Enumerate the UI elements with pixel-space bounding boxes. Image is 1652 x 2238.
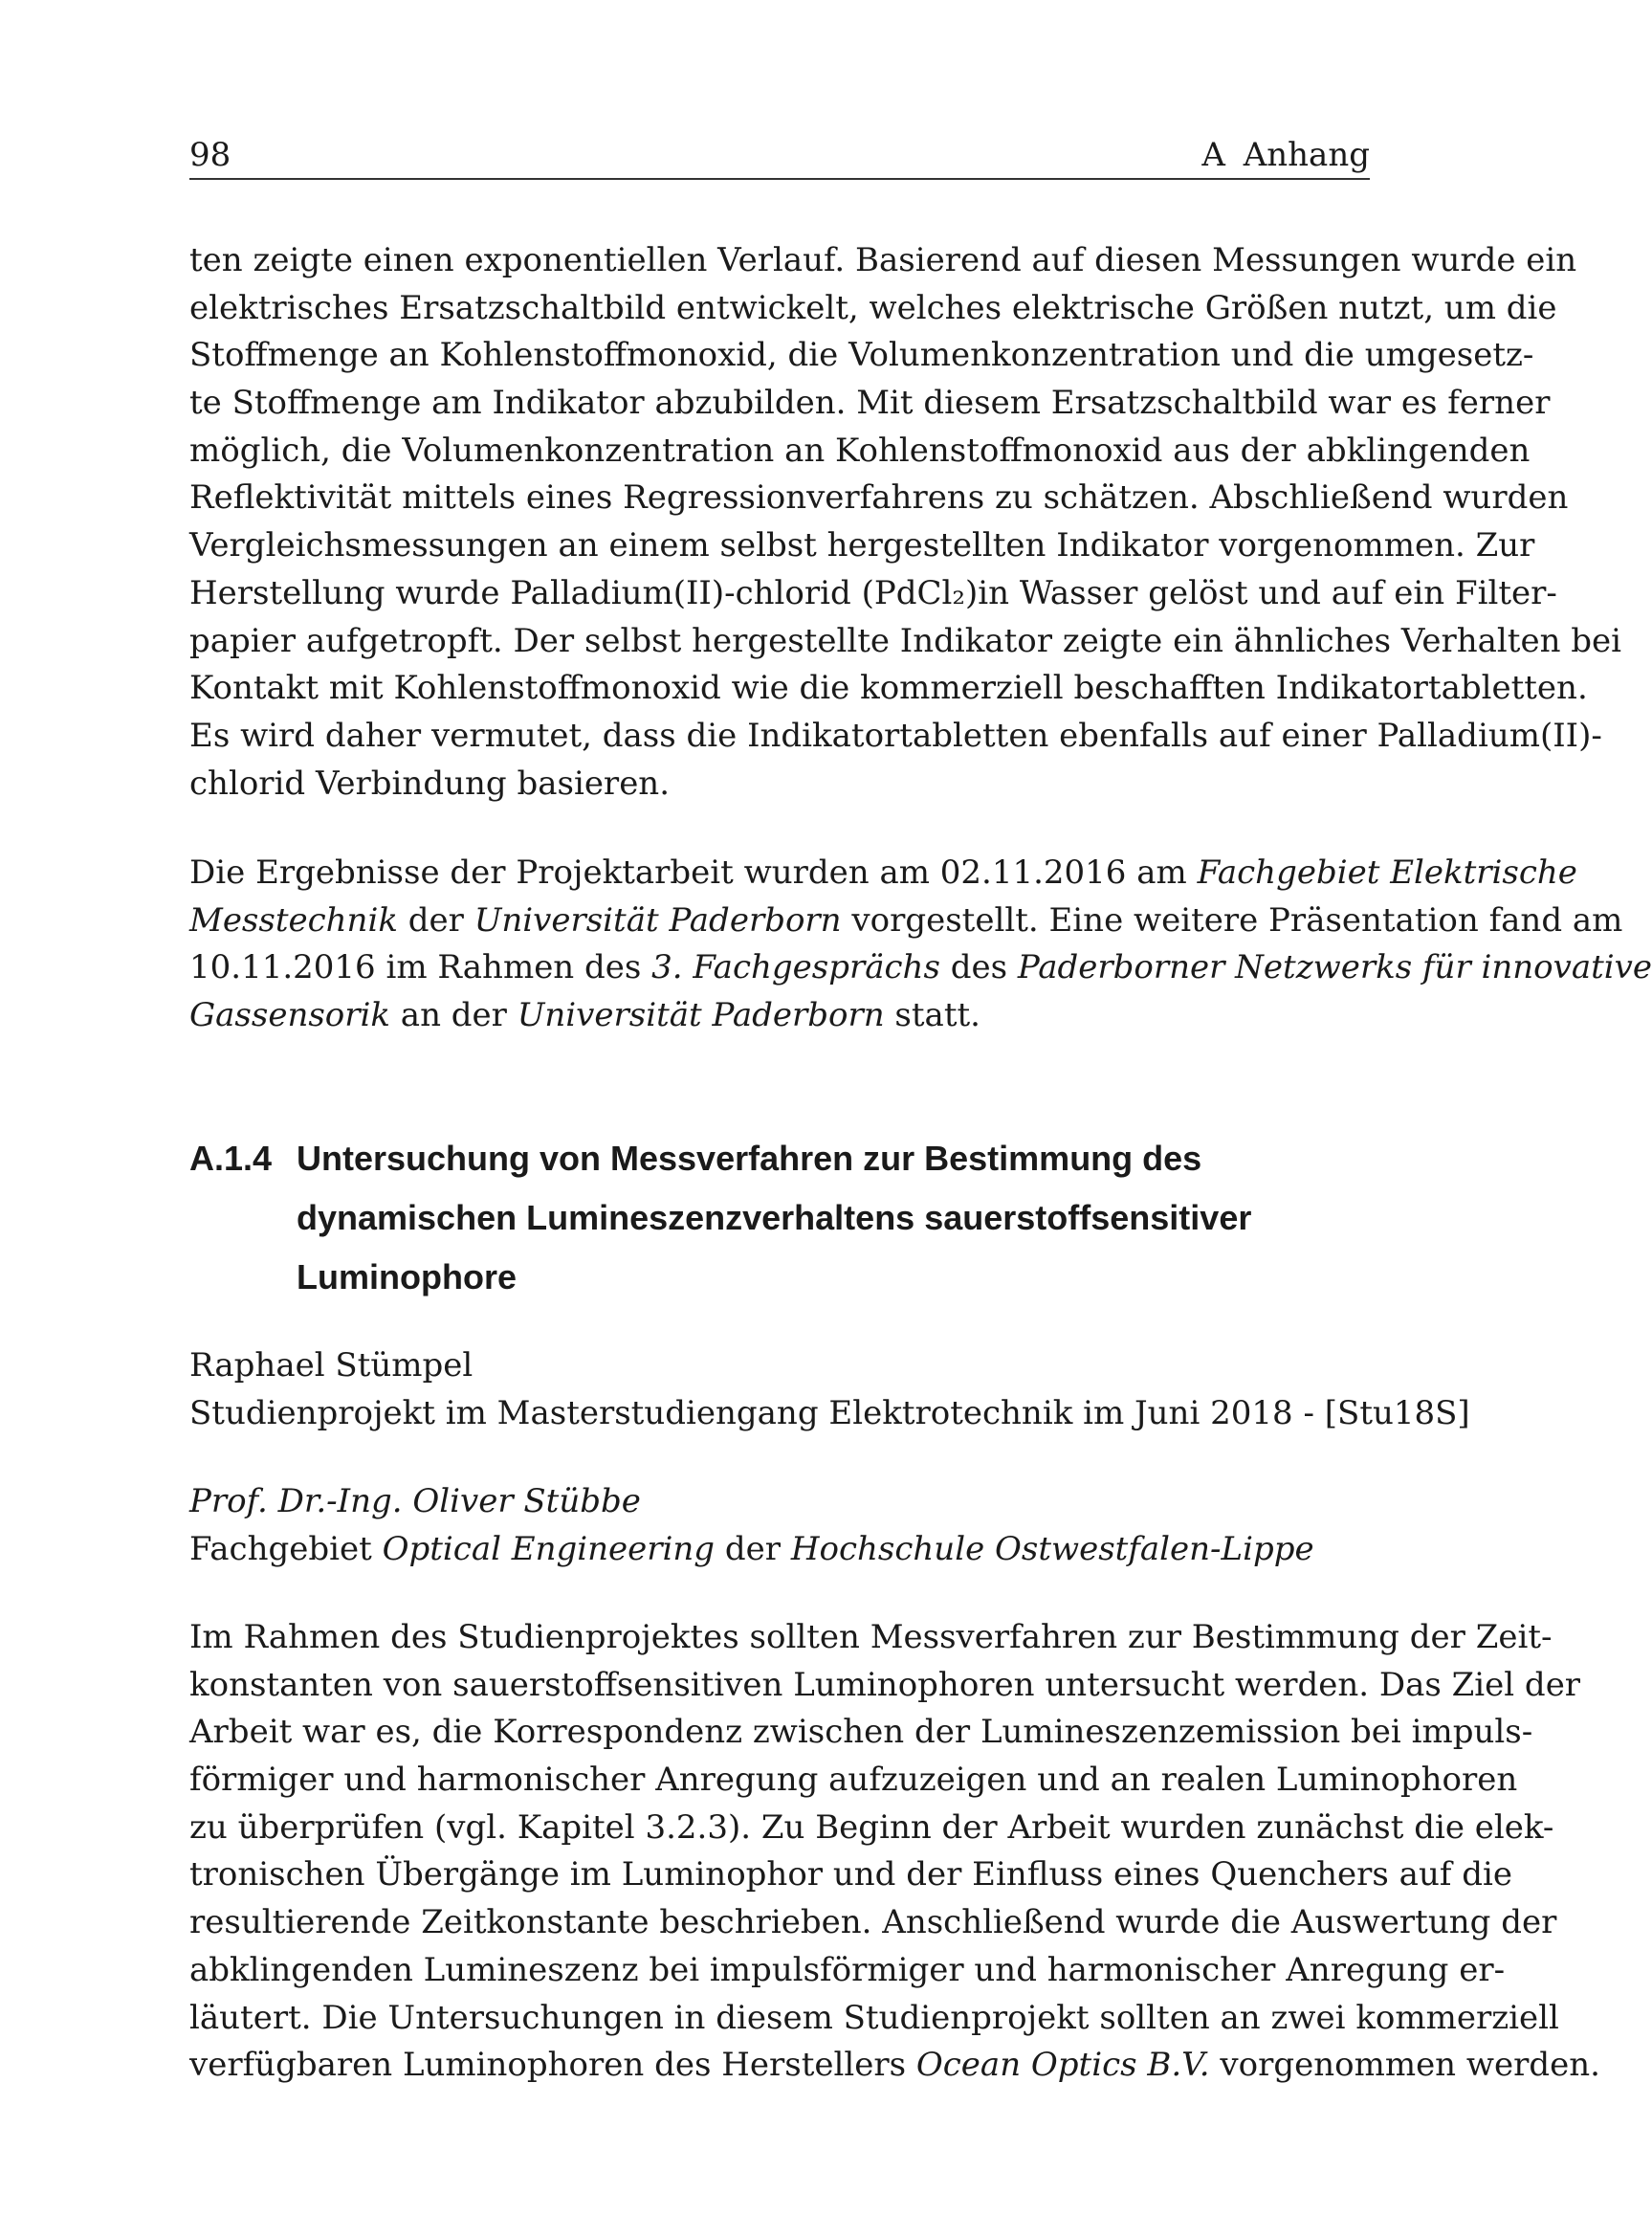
paragraph-line: zu überprüfen (vgl. Kapitel 3.2.3). Zu Beginn der Arbeit wurden zunächst die elek- bbox=[189, 1807, 1554, 1847]
paragraph-line: Vergleichsmessungen an einem selbst hergestellten Indikator vorgenommen. Zur bbox=[189, 526, 1535, 565]
university-name: Universität Paderborn bbox=[474, 900, 842, 940]
section-title-line: dynamischen Lumineszenzverhaltens sauerstoffsensitiver bbox=[297, 1198, 1252, 1237]
paragraph-line bbox=[189, 992, 1370, 1040]
network-name: Paderborner Netzwerks für innovative bbox=[1017, 948, 1652, 987]
text-run: Fachgebiet bbox=[189, 1529, 383, 1568]
institution-name: Hochschule Ostwestfalen-Lippe bbox=[790, 1529, 1314, 1568]
event-name: 3. Fachgesprächs bbox=[651, 948, 940, 987]
project-info: Studienprojekt im Masterstudiengang Elektrotechnik im Juni 2018 - [Stu18S] bbox=[189, 1393, 1470, 1432]
paragraph-line: konstanten von sauerstoffsensitiven Luminophoren untersucht werden. Das Ziel der bbox=[189, 1665, 1581, 1704]
text-run: der bbox=[715, 1529, 791, 1568]
department-name: Messtechnik bbox=[189, 900, 398, 940]
paragraph-line bbox=[189, 850, 1577, 897]
running-header bbox=[189, 132, 1370, 180]
text-run: vorgenommen werden. bbox=[1209, 2046, 1600, 2085]
paragraph-line: elektrisches Ersatzschaltbild entwickelt, welches elektrische Größen nutzt, um die bbox=[189, 288, 1557, 327]
paragraph-projektarbeit-summary bbox=[189, 237, 1622, 808]
network-name: Gassensorik bbox=[189, 996, 390, 1035]
paragraph-presentations bbox=[189, 850, 1652, 1040]
text-run: Die Ergebnisse der Projektarbeit wurden am 02.11.2016 am bbox=[189, 853, 1198, 892]
paragraph-line: Im Rahmen des Studienprojektes sollten Messverfahren zur Bestimmung der Zeit- bbox=[189, 1618, 1553, 1656]
paragraph-line bbox=[189, 2042, 1600, 2090]
text-run: statt. bbox=[884, 996, 980, 1035]
paragraph-line: Kontakt mit Kohlenstoffmonoxid wie die kommerziell beschafften Indikatortabletten. bbox=[189, 669, 1588, 708]
section-title-line: Untersuchung von Messverfahren zur Bestimmung des bbox=[297, 1139, 1202, 1178]
section-number: A.1.4 bbox=[189, 1139, 273, 1178]
supervisor-block bbox=[189, 1478, 1370, 1573]
paragraph-line: te Stoffmenge am Indikator abzubilden. Mit diesem Ersatzschaltbild war es ferner bbox=[189, 384, 1551, 423]
paragraph-line: Es wird daher vermutet, dass die Indikatortabletten ebenfalls auf einer Palladium(II)- bbox=[189, 716, 1602, 755]
author-block bbox=[189, 1342, 1470, 1437]
paragraph-line bbox=[189, 944, 1652, 992]
university-name: Universität Paderborn bbox=[517, 996, 885, 1035]
section-title-line: Luminophore bbox=[297, 1257, 517, 1296]
paragraph-line: resultierende Zeitkonstante beschrieben. Anschließend wurde die Auswertung der bbox=[189, 1903, 1557, 1942]
paragraph-line: abklingenden Lumineszenz bei impulsförmiger und harmonischer Anregung er- bbox=[189, 1950, 1506, 1989]
paragraph-studienprojekt bbox=[189, 1614, 1600, 2090]
paragraph-line: Arbeit war es, die Korrespondenz zwischen der Lumineszenzemission bei impuls- bbox=[189, 1713, 1533, 1752]
text-run: verfügbaren Luminophoren des Herstellers bbox=[189, 2046, 916, 2085]
paragraph-line: Herstellung wurde Palladium(II)-chlorid (PdCl₂)in Wasser gelöst und auf ein Filter- bbox=[189, 573, 1557, 612]
paragraph-line bbox=[189, 897, 1623, 945]
text-run: des bbox=[939, 948, 1018, 987]
page-number: 98 bbox=[189, 136, 231, 174]
chapter-title: A Anhang bbox=[1201, 136, 1370, 174]
paragraph-line: möglich, die Volumenkonzentration an Kohlenstoffmonoxid aus der abklingenden bbox=[189, 431, 1531, 470]
company-name: Ocean Optics B.V. bbox=[915, 2046, 1210, 2085]
supervisor-name bbox=[189, 1478, 1370, 1526]
paragraph-line: förmiger und harmonischer Anregung aufzuzeigen und an realen Luminophoren bbox=[189, 1761, 1518, 1800]
paragraph-line: läutert. Die Untersuchungen in diesem Studienprojekt sollten an zwei kommerziell bbox=[189, 1998, 1559, 2037]
department-name: Fachgebiet Elektrische bbox=[1197, 853, 1577, 892]
department-name: Optical Engineering bbox=[382, 1529, 716, 1568]
text-run: 10.11.2016 im Rahmen des bbox=[189, 948, 652, 987]
text-run: der bbox=[397, 900, 474, 940]
paragraph-line: ten zeigte einen exponentiellen Verlauf. Basierend auf diesen Messungen wurde ein bbox=[189, 241, 1577, 279]
author-name: Raphael Stümpel bbox=[189, 1346, 474, 1385]
paragraph-line: chlorid Verbindung basieren. bbox=[189, 764, 671, 803]
paragraph-line: tronischen Übergänge im Luminophor und der Einfluss eines Quenchers auf die bbox=[189, 1855, 1512, 1895]
supervisor-department bbox=[189, 1526, 1370, 1574]
supervisor-name-text: Prof. Dr.-Ing. Oliver Stübbe bbox=[189, 1482, 641, 1520]
paragraph-line: Stoffmenge an Kohlenstoffmonoxid, die Volumenkonzentration und die umgesetz- bbox=[189, 336, 1534, 375]
paragraph-line: papier aufgetropft. Der selbst hergestellte Indikator zeigte ein ähnliches Verhalten bei bbox=[189, 621, 1622, 660]
text-run: an der bbox=[390, 996, 518, 1035]
paragraph-line: Reflektivität mittels eines Regressionverfahrens zu schätzen. Abschließend wurden bbox=[189, 478, 1569, 518]
text-run: vorgestellt. Eine weitere Präsentation fand am bbox=[841, 900, 1623, 940]
section-title bbox=[297, 1129, 1370, 1307]
